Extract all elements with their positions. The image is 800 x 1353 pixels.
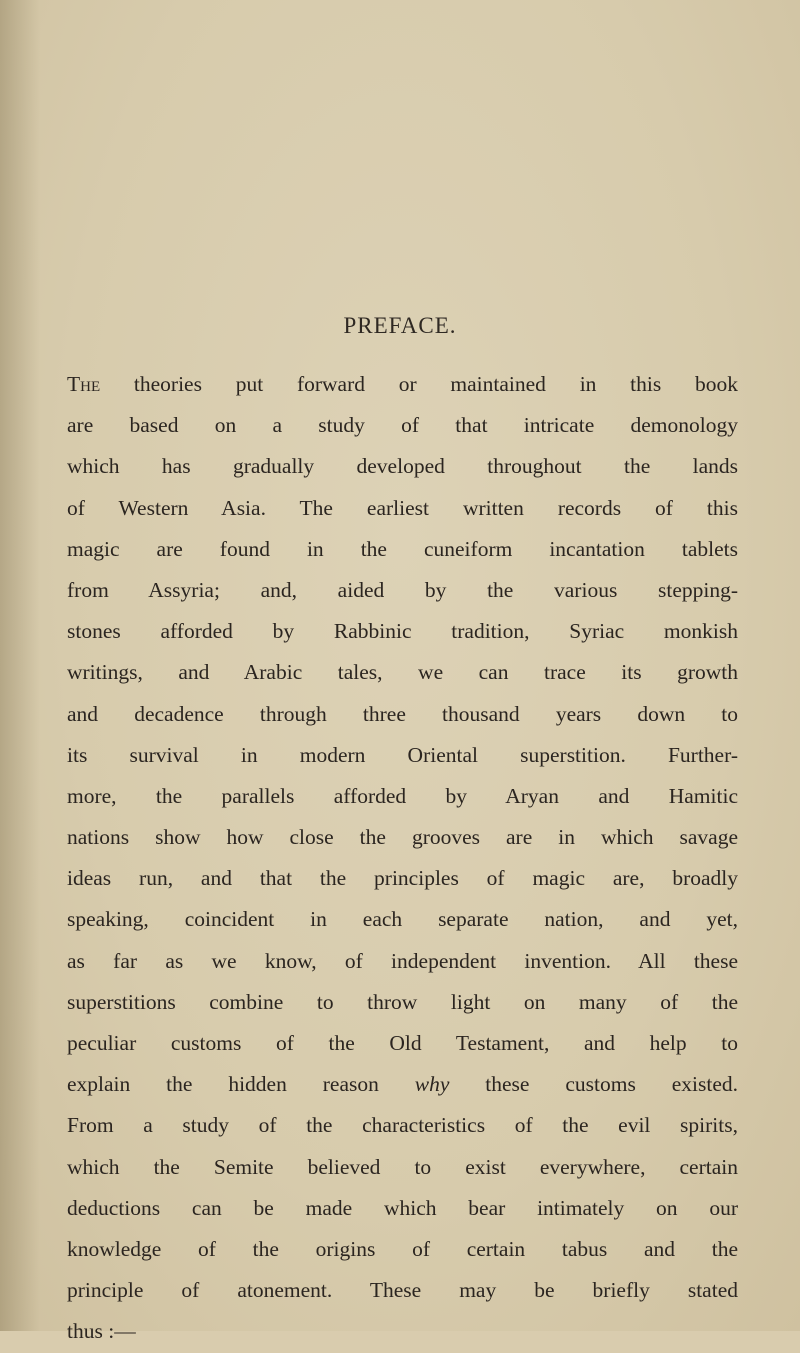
text-line-8: writings, and Arabic tales, we can trace its growth bbox=[67, 660, 738, 685]
text-line-11: more, the parallels afforded by Aryan and Hamitic bbox=[67, 783, 738, 808]
text-line-16: superstitions combine to throw light on many of the bbox=[67, 989, 738, 1014]
text-line-5: magic are found in the cuneiform incantation tablets bbox=[67, 536, 738, 561]
text-line-1-rest: theories put forward or maintained in this book bbox=[100, 372, 738, 396]
text-line-18-after: these customs existed. bbox=[449, 1072, 738, 1097]
text-line-6: from Assyria; and, aided by the various stepping- bbox=[67, 577, 738, 602]
opening-word: The bbox=[67, 372, 101, 396]
page-edge-shadow bbox=[0, 0, 40, 1331]
text-line-9: and decadence through three thousand years down to bbox=[67, 701, 738, 726]
text-line-23: principle of atonement. These may be briefly stated bbox=[67, 1278, 738, 1303]
italic-why: why bbox=[414, 1072, 450, 1097]
preface-paragraph bbox=[67, 364, 738, 1353]
text-line-4: of Western Asia. The earliest written records of this bbox=[67, 495, 738, 520]
text-line-7: stones afforded by Rabbinic tradition, Syriac monkish bbox=[67, 619, 738, 644]
text-line-13: ideas run, and that the principles of magic are, broadly bbox=[67, 866, 738, 891]
text-line-1 bbox=[67, 364, 738, 405]
text-line-18-before: explain the hidden reason bbox=[67, 1072, 415, 1097]
text-line-18 bbox=[67, 1064, 738, 1105]
text-line-19: From a study of the characteristics of the evil spirits, bbox=[67, 1113, 738, 1138]
text-line-22: knowledge of the origins of certain tabus and the bbox=[67, 1236, 738, 1261]
text-line-2: are based on a study of that intricate demonology bbox=[67, 413, 738, 438]
text-line-12: nations show how close the grooves are in which savage bbox=[67, 825, 738, 850]
text-line-10: its survival in modern Oriental superstition. Further- bbox=[67, 742, 738, 767]
text-line-20: which the Semite believed to exist everywhere, certain bbox=[67, 1154, 738, 1179]
text-line-3: which has gradually developed throughout the lands bbox=[67, 454, 738, 479]
text-line-14: speaking, coincident in each separate nation, and yet, bbox=[67, 907, 738, 932]
text-line-24: thus :— bbox=[67, 1319, 136, 1344]
text-line-15: as far as we know, of independent invention. All these bbox=[67, 948, 738, 973]
text-line-21: deductions can be made which bear intimately on our bbox=[67, 1195, 738, 1220]
text-line-17: peculiar customs of the Old Testament, and help to bbox=[67, 1031, 738, 1055]
page-title: PREFACE. bbox=[343, 313, 457, 338]
